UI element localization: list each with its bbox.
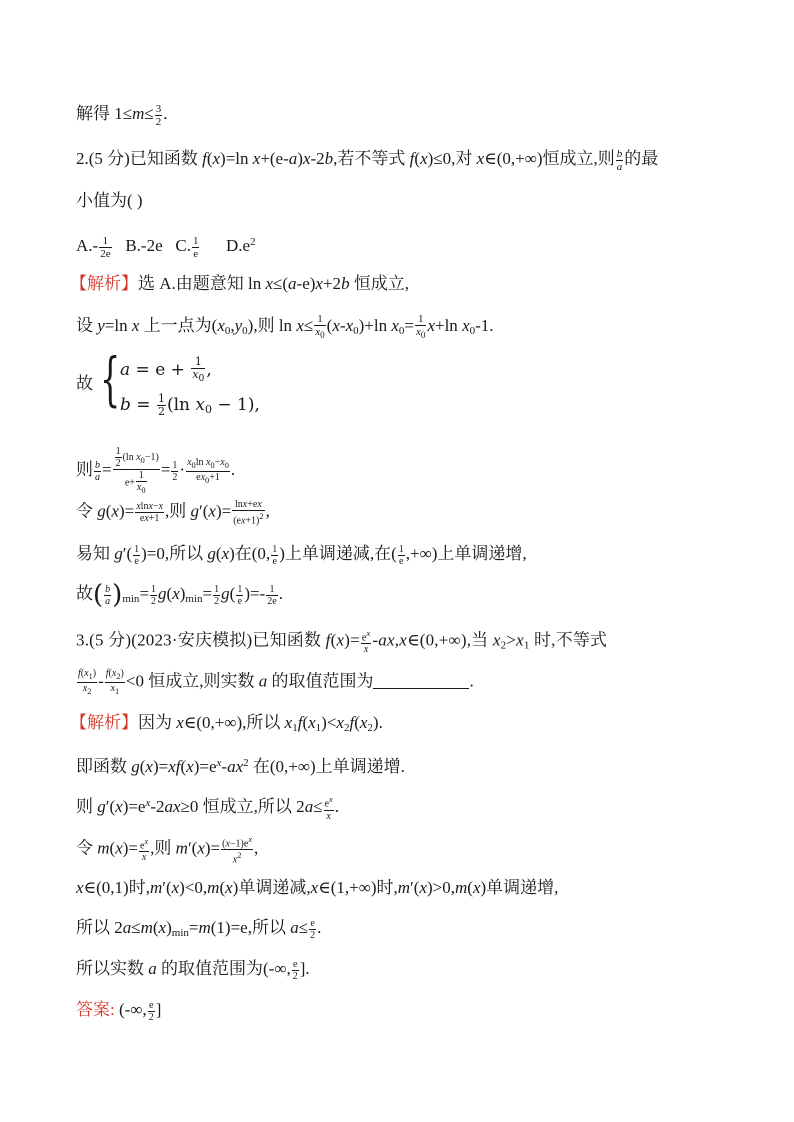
solution-2-line-1: 【解析】选 A.由题意知 ln x≤(a-e)x+2b 恒成立, (70, 274, 410, 293)
solution-label-3: 【解析】 (70, 713, 138, 732)
left-brace: { (100, 345, 121, 413)
question-2-options: A.- $\frac{1}{2e}$ B.-2e C. $\frac{1}{e}$ $D.e^2$ (76, 234, 256, 260)
solution-label: 【解析】 (70, 274, 138, 293)
question-2-line-1: 2.(5 分)已知函数 f(x)=ln x+(e-a)x-2b,若不等式 f(x)≤0,对 x∈(0,+∞)恒成立,则 $\frac{b}{a}$ 的最 (76, 147, 659, 173)
question-2-line-2: 小值为( ) (76, 191, 143, 210)
solution-3-line-2: 即函数 $g(x)=xf(x)=e^x-ax^2$ 在(0,+∞)上单调递增. (76, 757, 405, 776)
solution-3-line-6: 所以 $2a\le m(x)_{min}=m(1)=e$,所以 a≤ $\frac{e}{2}$ . (76, 917, 322, 941)
question-3-line-2: $\frac{f(x_1)}{x_2}$ - $\frac{f(x_2)}{x_1}$ <0 恒成立,则实数 a 的取值范围为 . (78, 668, 474, 696)
solution-2-gu: 故 (76, 374, 93, 393)
solution-2-line-2: 设 y=ln x 上一点为$(x_0,y_0)$,则 ln x≤ $\frac{1}{x_0}$ $(x-x_0)+\ln$ $x_0=$ $\frac{1}{x_0}$ x+ln $x_0-1$. (76, 313, 494, 341)
system-equation-b: b = $\frac{1}{2}$ (ln $x_0 - 1$), (120, 392, 260, 418)
line-result-m: 解得 1≤m≤ $\frac{3}{2}$ . (76, 102, 168, 128)
solution-2-line-4: 则 $\frac{b}{a}$ = $\frac{1}{2}$ (ln $x_0-1$) e+ $\frac{1}{x_0}$ = $\frac{1}{2}$ · $\frac{x_0\ln x_0-x_0}{ex_0+1}$ . (76, 446, 236, 495)
solution-2-line-7: 故( $\frac{b}{a}$ )$_{min}=$ $\frac{1}{2}$ $g(x)_{min}=$ $\frac{1}{2}$ g( $\frac{1}{e}$ )=- $\frac{1}{2e}$ . (76, 580, 283, 611)
solution-2-line-5: 令 g(x)= $\frac{xlnx-x}{ex+1}$ ,则 g′(x)= $\frac{\ln x+ex}{(ex+1)^2}$ , (76, 499, 270, 527)
answer-blank (373, 672, 469, 689)
solution-3-line-5: x∈(0,1)时,m′(x)<0,m(x)单调递减,x∈(1,+∞)时,m′(x)>0,m(x)单调递增, (76, 878, 559, 897)
solution-3-line-7: 所以实数 a 的取值范围为(-∞, $\frac{e}{2}$ ]. (76, 958, 310, 982)
solution-2-line-6: 易知 g′( $\frac{1}{e}$ )=0,所以 g(x)在(0, $\frac{1}{e}$ )上单调递减,在( $\frac{1}{e}$ ,+∞)上单调递增, (76, 543, 527, 567)
answer-label: 答案: (76, 1000, 115, 1019)
system-equation-a: a = e + $\frac{1}{x_0}$ , (120, 355, 212, 385)
solution-3-line-4: 令 m(x)= $\frac{e^x}{x}$ ,则 m′(x)= $\frac{(x-1)e^x}{x^2}$ , (76, 835, 259, 866)
solution-3-line-3: 则 $g'(x)=e^x-2ax\ge 0$ 恒成立,所以 2a≤ $\frac{e^x}{x}$ . (76, 795, 339, 822)
solution-3-line-1: 【解析】因为 x∈(0,+∞),所以 $x_1f(x_1)<x_2f(x_2)$. (70, 713, 383, 734)
question-3-line-1: 3.(5 分)(2023·安庆模拟)已知函数 f(x)= $\frac{e^x}{x}$ -ax,x∈(0,+∞),当 $x_2>x_1$ 时,不等式 (76, 629, 608, 656)
answer-line: 答案: (-∞, $\frac{e}{2}$ ] (76, 999, 162, 1023)
